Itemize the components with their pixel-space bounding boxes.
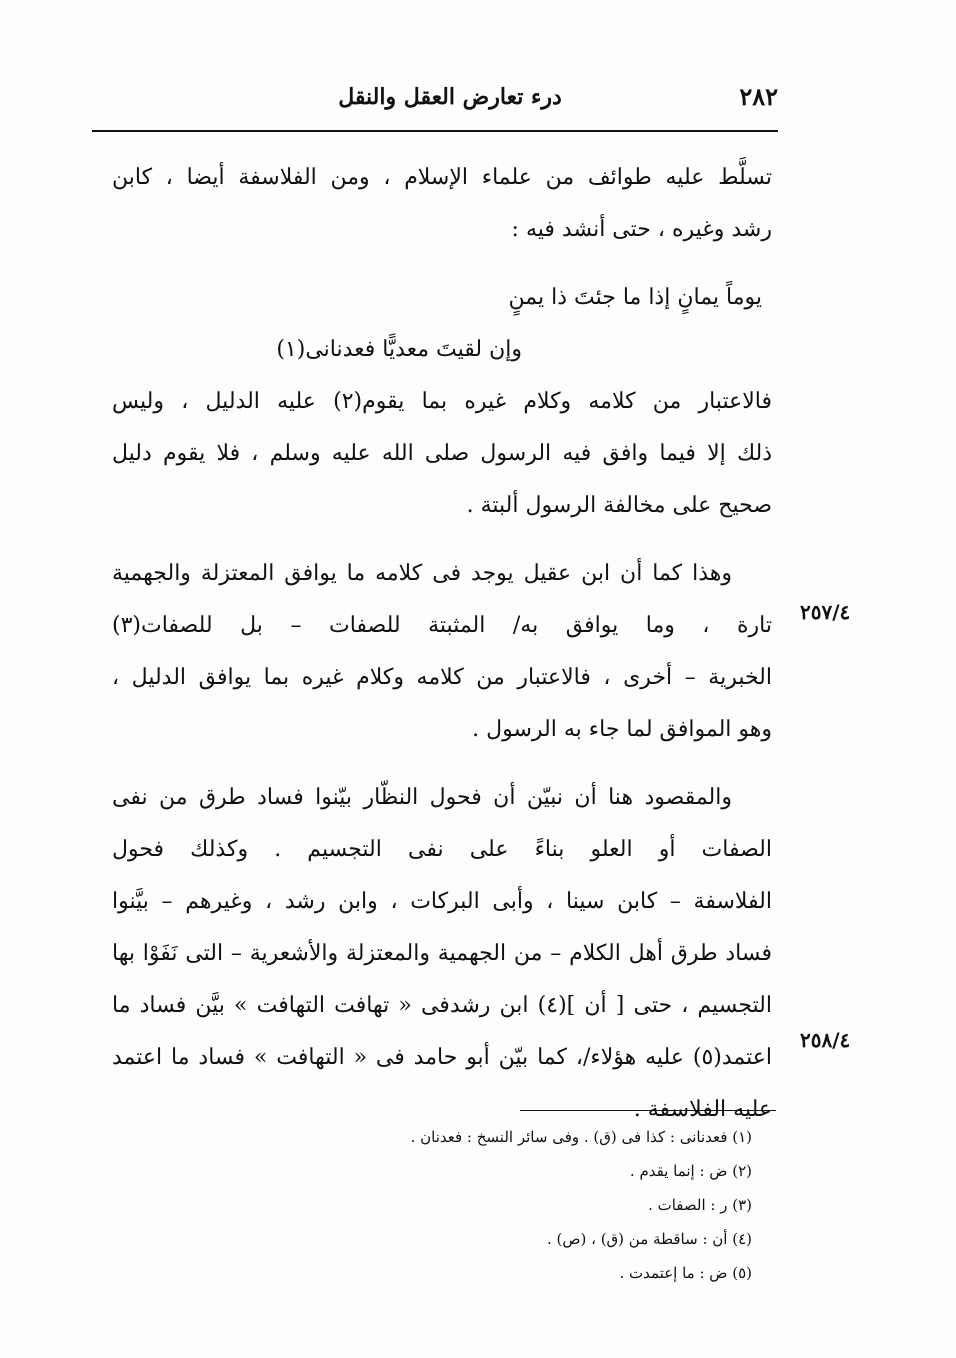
text-line: تارة ، وما يوافق به/ المثبتة للصفات – بل للصفات(٣) (112, 613, 772, 638)
text-line: رشد وغيره ، حتى أنشد فيه : (511, 217, 772, 242)
text-line: الصفات أو العلو بناءً على نفى التجسيم . وكذلك فحول (112, 837, 772, 862)
verse-line: وإن لقيتَ معديًّا فعدنانى(١) (276, 337, 522, 362)
main-text (112, 152, 772, 1136)
verse (112, 272, 772, 376)
paragraph-4 (112, 772, 772, 1136)
footnote: (١) فعدنانى : كذا فى (ق) . وفى سائر النسخ : فعدنان . (410, 1128, 752, 1146)
text-line: الخبرية – أخرى ، فالاعتبار من كلامه وكلام غيره بما يوافق الدليل ، (112, 665, 772, 690)
footnote: (٣) ر : الصفات . (648, 1196, 752, 1214)
footnotes (300, 1120, 752, 1290)
text-line: وهذا كما أن ابن عقيل يوجد فى كلامه ما يوافق المعتزلة والجهمية (112, 561, 732, 586)
paragraph-2 (112, 376, 772, 532)
text-line: تسلَّط عليه طوائف من علماء الإسلام ، ومن الفلاسفة أيضا ، كابن (112, 165, 772, 190)
page-header (92, 82, 778, 122)
text-line: الفلاسفة – كابن سينا ، وأبى البركات ، وابن رشد ، وغيرهم – بيَّنوا (112, 889, 772, 914)
text-line: والمقصود هنا أن نبيّن أن فحول النظّار بيّنوا فساد طرق من نفى (112, 785, 732, 810)
text-line: صحيح على مخالفة الرسول ألبتة . (466, 493, 772, 518)
margin-reference: ٢٥٧/٤ (800, 600, 851, 624)
margin-reference: ٢٥٨/٤ (800, 1028, 851, 1052)
verse-line: يوماً يمانٍ إذا ما جئتَ ذا يمنٍ (508, 285, 762, 310)
page-number: ٢٨٢ (739, 82, 778, 111)
paragraph-1 (112, 152, 772, 256)
footnote: (٢) ض : إنما يقدم . (629, 1162, 752, 1180)
text-line: وهو الموافق لما جاء به الرسول . (472, 717, 772, 742)
text-line: التجسيم ، حتى [ أن ](٤) ابن رشدفى « تهافت التهافت » بيَّن فساد ما (112, 993, 772, 1018)
text-line: عليه الفلاسفة . (633, 1097, 772, 1122)
paragraph-3 (112, 548, 772, 756)
footnote: (٥) ض : ما إعتمدت . (619, 1264, 752, 1282)
text-line: ذلك إلا فيما وافق فيه الرسول صلى الله عليه وسلم ، فلا يقوم دليل (112, 441, 772, 466)
footnote-rule (520, 1110, 776, 1111)
text-line: اعتمد(٥) عليه هؤلاء/، كما بيّن أبو حامد فى « التهافت » فساد ما اعتمد (112, 1045, 772, 1070)
text-line: فالاعتبار من كلامه وكلام غيره بما يقوم(٢) عليه الدليل ، وليس (112, 389, 772, 414)
footnote: (٤) أن : ساقطة من (ق) ، (ص) . (546, 1230, 752, 1248)
running-title: درء تعارض العقل والنقل (338, 84, 562, 110)
header-rule (92, 130, 778, 132)
text-line: فساد طرق أهل الكلام – من الجهمية والمعتزلة والأشعرية – التى نَفَوْا بها (112, 941, 772, 966)
